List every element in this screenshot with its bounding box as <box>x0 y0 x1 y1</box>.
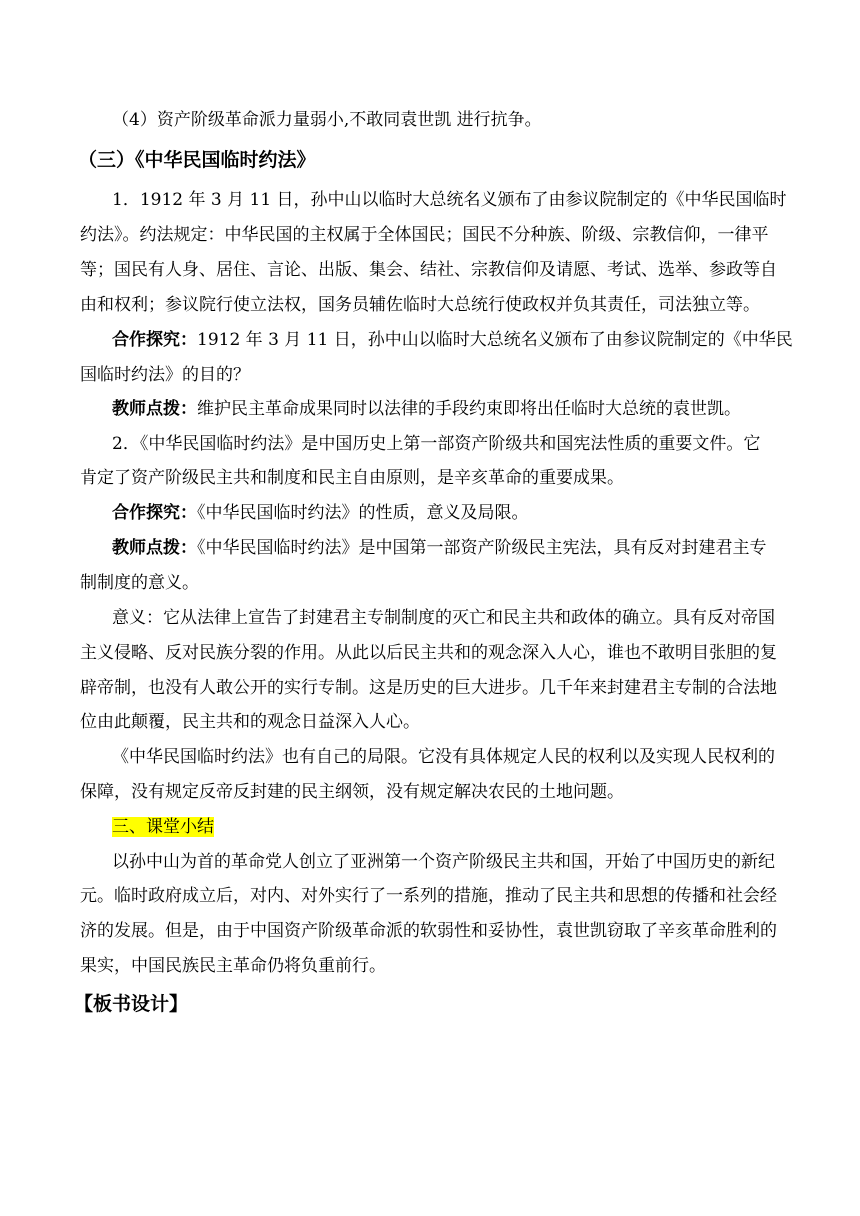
question-1-line-2: 国临时约法》的目的？ <box>80 365 250 385</box>
summary-line-4: 果实，中国民族民主革命仍将负重前行。 <box>80 956 386 976</box>
summary-line-3: 济的发展。但是，由于中国资产阶级革命派的软弱性和妥协性，袁世凯窃取了辛亥革命胜利的 <box>80 921 777 941</box>
section-title-provisional-constitution: （三）《中华民国临时约法》 <box>78 149 316 171</box>
paragraph-1-line-3: 等；国民有人身、居住、言论、出版、集会、结社、宗教信仰及请愿、考试、选举、参政等自 <box>80 260 777 280</box>
limitation-line-2: 保障，没有规定反帝反封建的民主纲领，没有规定解决农民的土地问题。 <box>80 782 624 802</box>
meaning-line-2: 主义侵略、反对民族分裂的作用。从此以后民主共和的观念深入人心，谁也不敢明目张胆的复 <box>80 643 777 663</box>
paragraph-1-line-1: 1．1912 年 3 月 11 日，孙中山以临时大总统名义颁布了由参议院制定的《中华民国临时 <box>112 190 787 210</box>
paragraph-1-line-4: 由和权利；参议院行使立法权，国务员辅佐临时大总统行使政权并负其责任，司法独立等。 <box>80 295 760 315</box>
highlighted-heading: 三、课堂小结 <box>112 817 214 837</box>
answer-1 <box>112 399 741 419</box>
limitation-line-1: 《中华民国临时约法》也有自己的局限。它没有具体规定人民的权利以及实现人民权利的 <box>112 747 775 767</box>
question-text: 《中华民国临时约法》的性质，意义及局限。 <box>197 503 529 523</box>
answer-label: 教师点拨： <box>112 399 197 419</box>
question-label: 合作探究： <box>112 330 197 350</box>
meaning-line-1: 意义：它从法律上宣告了封建君主专制制度的灭亡和民主共和政体的确立。具有反对帝国 <box>112 608 775 628</box>
section-title-class-summary <box>112 817 214 837</box>
paragraph-2-line-1: 2．《中华民国临时约法》是中国历史上第一部资产阶级共和国宪法性质的重要文件。它 <box>112 434 761 454</box>
meaning-line-4: 位由此颠覆，民主共和的观念日益深入人心。 <box>80 712 420 732</box>
answer-2-line-2: 制制度的意义。 <box>80 573 199 593</box>
answer-2-line-1 <box>112 538 767 558</box>
paragraph-2-line-2: 肯定了资产阶级民主共和制度和民主自由原则，是辛亥革命的重要成果。 <box>80 468 624 488</box>
paragraph-1-line-2: 约法》。约法规定：中华民国的主权属于全体国民；国民不分种族、阶级、宗教信仰，一律平 <box>80 225 769 245</box>
question-text: 1912 年 3 月 11 日，孙中山以临时大总统名义颁布了由参议院制定的《中华民 <box>197 330 793 350</box>
answer-text: 维护民主革命成果同时以法律的手段约束即将出任临时大总统的袁世凯。 <box>197 399 741 419</box>
question-1-line-1 <box>112 330 793 350</box>
meaning-line-3: 辟帝制，也没有人敢公开的实行专制。这是历史的巨大进步。几千年来封建君主专制的合法地 <box>80 678 777 698</box>
answer-text: 《中华民国临时约法》是中国第一部资产阶级民主宪法，具有反对封建君主专 <box>197 538 767 558</box>
summary-line-1: 以孙中山为首的革命党人创立了亚洲第一个资产阶级民主共和国，开始了中国历史的新纪 <box>112 852 775 872</box>
question-label: 合作探究： <box>112 503 197 523</box>
board-design-title: 【板书设计】 <box>74 993 189 1015</box>
summary-line-2: 元。临时政府成立后，对内、对外实行了一系列的措施，推动了民主共和思想的传播和社会经 <box>80 886 777 906</box>
answer-label: 教师点拨： <box>112 538 197 558</box>
question-2 <box>112 503 529 523</box>
paragraph-point-4: （4）资产阶级革命派力量弱小,不敢同袁世凯 进行抗争。 <box>112 110 542 130</box>
